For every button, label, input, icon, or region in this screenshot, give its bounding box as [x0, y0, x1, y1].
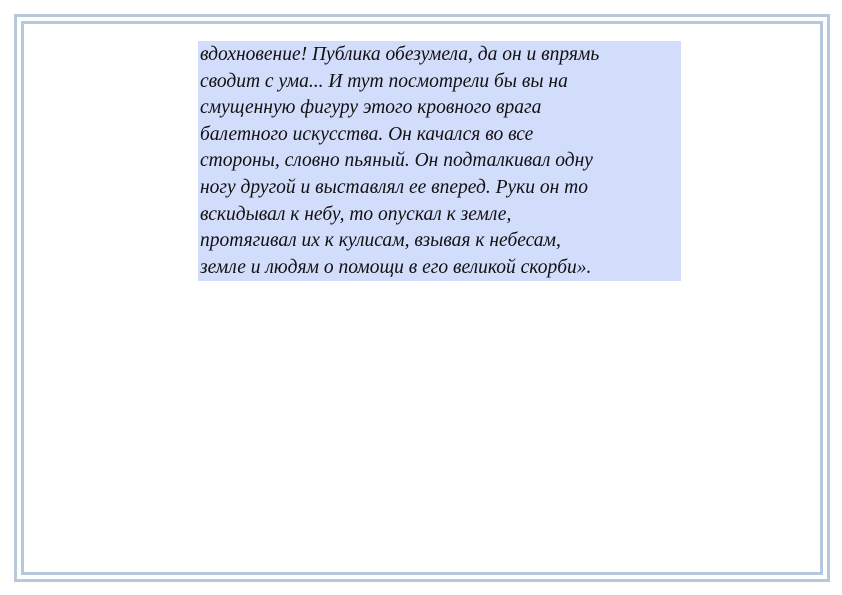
text-line-3: смущенную фигуру этого кровного врага	[200, 97, 542, 119]
text-line-1: вдохновение! Публика обезумела, да он и впрямь	[200, 44, 600, 65]
text-line-5: стороны, словно пьяный. Он подталкивал одну	[200, 150, 593, 172]
text-line-9: земле и людям о помощи в его великой скорби».	[200, 256, 592, 278]
text-line-7: вскидывал к небу, то опускал к земле,	[200, 203, 512, 225]
text-line-2: сводит с ума... И тут посмотрели бы вы на	[200, 70, 568, 92]
text-line-4: балетного искусства. Он качался во все	[200, 123, 534, 145]
text-line-6: ногу другой и выставлял ее вперед. Руки он то	[200, 176, 589, 198]
text-line-8: протягивал их к кулисам, взывая к небесам,	[200, 230, 561, 252]
quote-text-block[interactable]	[198, 41, 681, 281]
